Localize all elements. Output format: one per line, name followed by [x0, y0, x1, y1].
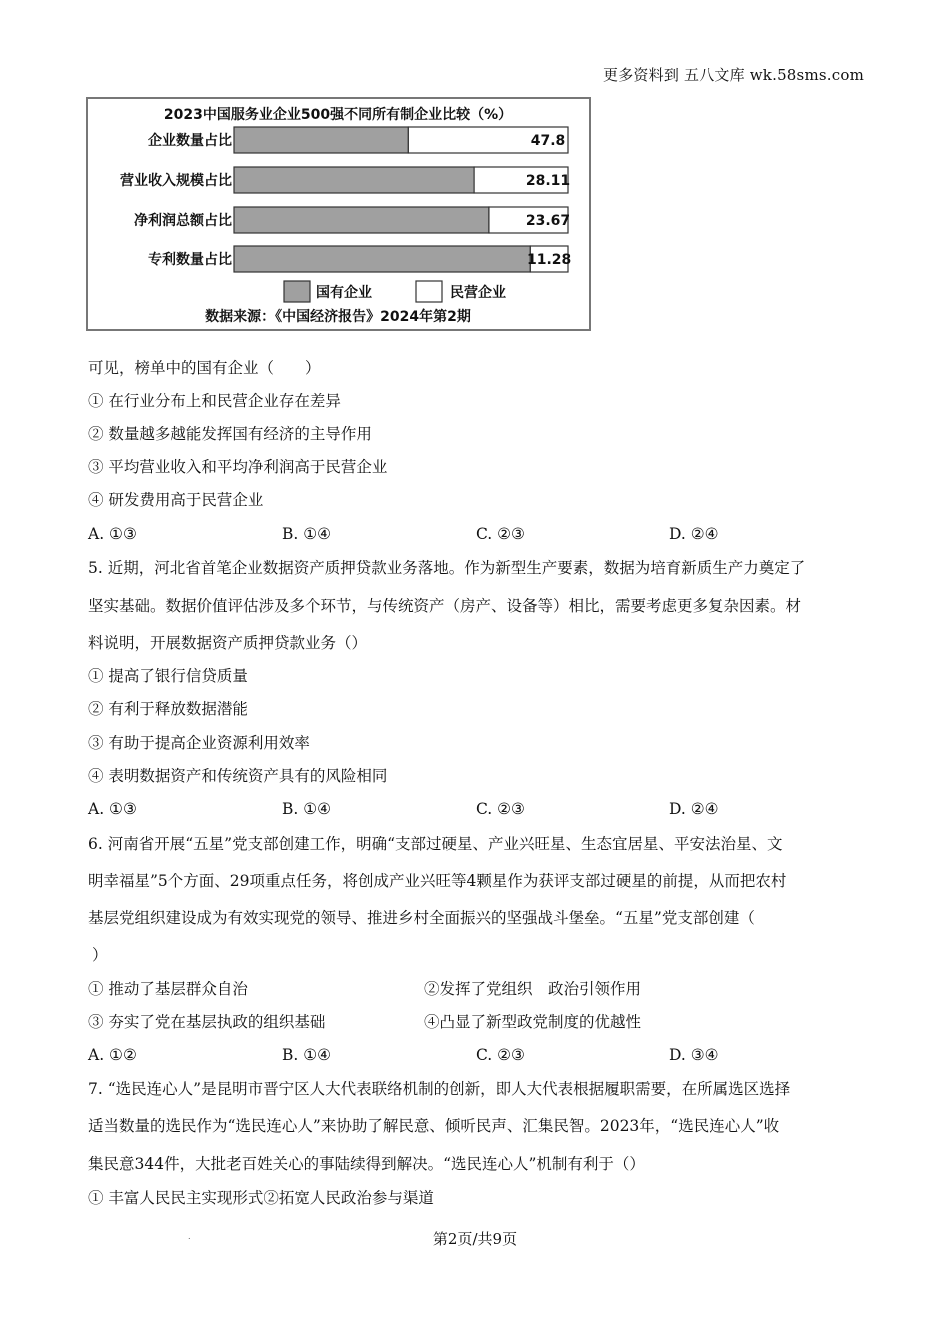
q5-item-4: ④ 表明数据资产和传统资产具有的风险相同 — [88, 767, 388, 785]
legend-swatch-state-owned — [284, 281, 310, 302]
data-label: 28.11 — [525, 173, 571, 189]
q4-item-1: ① 在行业分布上和民营企业存在差异 — [88, 392, 341, 410]
q6-item-2: ②发挥了党组织 政治引领作用 — [424, 980, 642, 998]
q7-stem-line-1: 7. “选民连心人”是昆明市晋宁区人大代表联络机制的创新，即人大代表根据履职需要，在所属选区选择 — [88, 1080, 791, 1098]
q6-choice-c: C. ②③ — [476, 1046, 525, 1064]
legend-label-private: 民营企业 — [450, 285, 506, 301]
q7-stem-line-3: 集民意344件，大批老百姓关心的事陆续得到解决。“选民连心人”机制有利于（） — [88, 1155, 645, 1173]
q6-item-4: ④凸显了新型政党制度的优越性 — [424, 1013, 642, 1031]
q5-item-3: ③ 有助于提高企业资源利用效率 — [88, 734, 310, 752]
category-label: 净利润总额占比 — [134, 213, 232, 229]
legend-swatch-private — [416, 281, 442, 302]
source-watermark-text: 更多资料到 五八文库 wk.58sms.com — [603, 66, 864, 84]
q6-item-3: ③ 夯实了党在基层执政的组织基础 — [88, 1013, 326, 1031]
chart-source: 数据来源：《中国经济报告》2024年第2期 — [205, 309, 471, 325]
ownership-comparison-chart — [86, 97, 591, 331]
q6-choice-a: A. ①② — [88, 1046, 137, 1064]
data-label: 23.67 — [525, 213, 571, 229]
q6-choice-b: B. ①④ — [282, 1046, 332, 1064]
q5-choice-b: B. ①④ — [282, 800, 332, 818]
q4-choice-c: C. ②③ — [476, 525, 525, 543]
q4-stem: 可见，榜单中的国有企业（ ） — [88, 359, 321, 377]
q4-choice-a: A. ①③ — [88, 525, 137, 543]
q6-stem-line-4: ） — [92, 946, 108, 964]
bar-chart-svg — [88, 99, 589, 329]
q4-item-3: ③ 平均营业收入和平均净利润高于民营企业 — [88, 458, 388, 476]
q4-item-4: ④ 研发费用高于民营企业 — [88, 491, 264, 509]
q5-stem-line-3: 料说明，开展数据资产质押贷款业务（） — [88, 634, 368, 652]
stray-mark: . — [188, 1232, 191, 1241]
category-label: 企业数量占比 — [148, 133, 232, 149]
q5-item-2: ② 有利于释放数据潜能 — [88, 700, 248, 718]
category-label: 营业收入规模占比 — [120, 173, 232, 189]
page-number: 第2页/共9页 — [432, 1230, 518, 1248]
category-label: 专利数量占比 — [148, 252, 232, 268]
chart-title: 2023中国服务业企业500强不同所有制企业比较（%） — [163, 107, 513, 123]
q5-choice-d: D. ②④ — [669, 800, 719, 818]
q6-choice-d: D. ③④ — [669, 1046, 719, 1064]
q4-choice-b: B. ①④ — [282, 525, 332, 543]
q5-choice-a: A. ①③ — [88, 800, 137, 818]
legend-label-state-owned: 国有企业 — [316, 285, 372, 301]
q6-stem-line-3: 基层党组织建设成为有效实现党的领导、推进乡村全面振兴的坚强战斗堡垒。“五星”党支部创建（ — [88, 909, 755, 927]
q5-item-1: ① 提高了银行信贷质量 — [88, 667, 248, 685]
q5-stem-line-1: 5. 近期，河北省首笔企业数据资产质押贷款业务落地。作为新型生产要素，数据为培育新质生产力奠定了 — [88, 559, 806, 577]
state-owned-bar — [234, 207, 489, 233]
state-owned-bar — [234, 127, 408, 153]
q4-item-2: ② 数量越多越能发挥国有经济的主导作用 — [88, 425, 372, 443]
q6-stem-line-2: 明幸福星”5个方面、29项重点任务，将创成产业兴旺等4颗星作为获评支部过硬星的前提，从而把农村 — [88, 872, 787, 890]
state-owned-bar — [234, 167, 474, 193]
q7-item-1: ① 丰富人民民主实现形式②拓宽人民政治参与渠道 — [88, 1189, 434, 1207]
q6-item-1: ① 推动了基层群众自治 — [88, 980, 248, 998]
q5-choice-c: C. ②③ — [476, 800, 525, 818]
data-label: 11.28 — [527, 252, 572, 268]
data-label: 47.8 — [530, 133, 566, 149]
q7-stem-line-2: 适当数量的选民作为“选民连心人”来协助了解民意、倾听民声、汇集民智。2023年，“选民连心人”收 — [88, 1117, 780, 1135]
q6-stem-line-1: 6. 河南省开展“五星”党支部创建工作，明确“支部过硬星、产业兴旺星、生态宜居星、平安法治星、文 — [88, 835, 783, 853]
q5-stem-line-2: 坚实基础。数据价值评估涉及多个环节，与传统资产（房产、设备等）相比，需要考虑更多复杂因素。材 — [88, 597, 802, 615]
state-owned-bar — [234, 246, 530, 272]
q4-choice-d: D. ②④ — [669, 525, 719, 543]
